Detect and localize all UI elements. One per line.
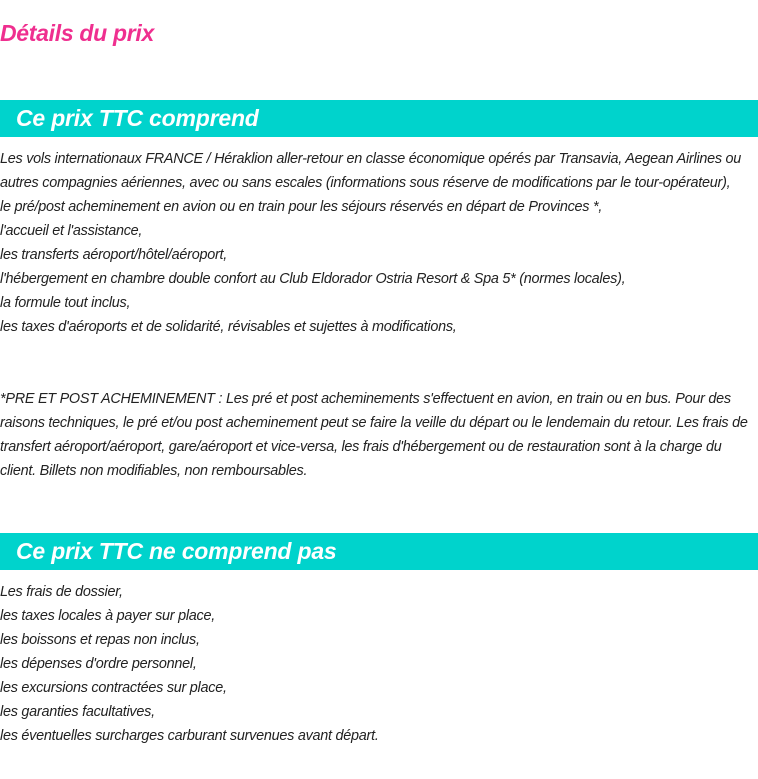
excluded-section-heading: Ce prix TTC ne comprend pas xyxy=(0,533,758,570)
transport-footnote: *PRE ET POST ACHEMINEMENT : Les pré et post acheminements s'effectuent en avion, en train ou en bus. Pour des raisons techniques, le pré et/ou post acheminement peut se faire la veille du départ ou le lendemain du retour. Les frais de transfert aéroport/aéroport, gare/aéroport et vice-versa, les frais d'hébergement ou de restauration sont à la charge du client. Billets non modifiables, non remboursables. xyxy=(0,391,748,479)
list-item: l'accueil et l'assistance, xyxy=(0,223,143,239)
included-section-heading: Ce prix TTC comprend xyxy=(0,100,758,137)
list-item: la formule tout inclus, xyxy=(0,295,131,311)
list-item: Les frais de dossier, xyxy=(0,584,123,600)
list-item: les garanties facultatives, xyxy=(0,704,155,720)
list-item: le pré/post acheminement en avion ou en train pour les séjours réservés en départ de Provinces *, xyxy=(0,199,603,215)
excluded-items-list xyxy=(0,580,752,748)
page-title: Détails du prix xyxy=(0,20,154,46)
included-items-list xyxy=(0,147,752,339)
list-item: les excursions contractées sur place, xyxy=(0,680,227,696)
list-item: les boissons et repas non inclus, xyxy=(0,632,200,648)
list-item: les transferts aéroport/hôtel/aéroport, xyxy=(0,247,228,263)
list-item: les taxes locales à payer sur place, xyxy=(0,608,215,624)
list-item: les éventuelles surcharges carburant survenues avant départ. xyxy=(0,728,379,744)
list-item: les dépenses d'ordre personnel, xyxy=(0,656,197,672)
list-item: Les vols internationaux FRANCE / Héraklion aller-retour en classe économique opérés par Transavia, Aegean Airlines ou autres compagnies aériennes, avec ou sans escales (informations sous réserve de modifications par le tour-opérateur), xyxy=(0,151,742,191)
list-item: l'hébergement en chambre double confort au Club Eldorador Ostria Resort & Spa 5* (normes locales), xyxy=(0,271,626,287)
list-item: les taxes d'aéroports et de solidarité, révisables et sujettes à modifications, xyxy=(0,319,457,335)
